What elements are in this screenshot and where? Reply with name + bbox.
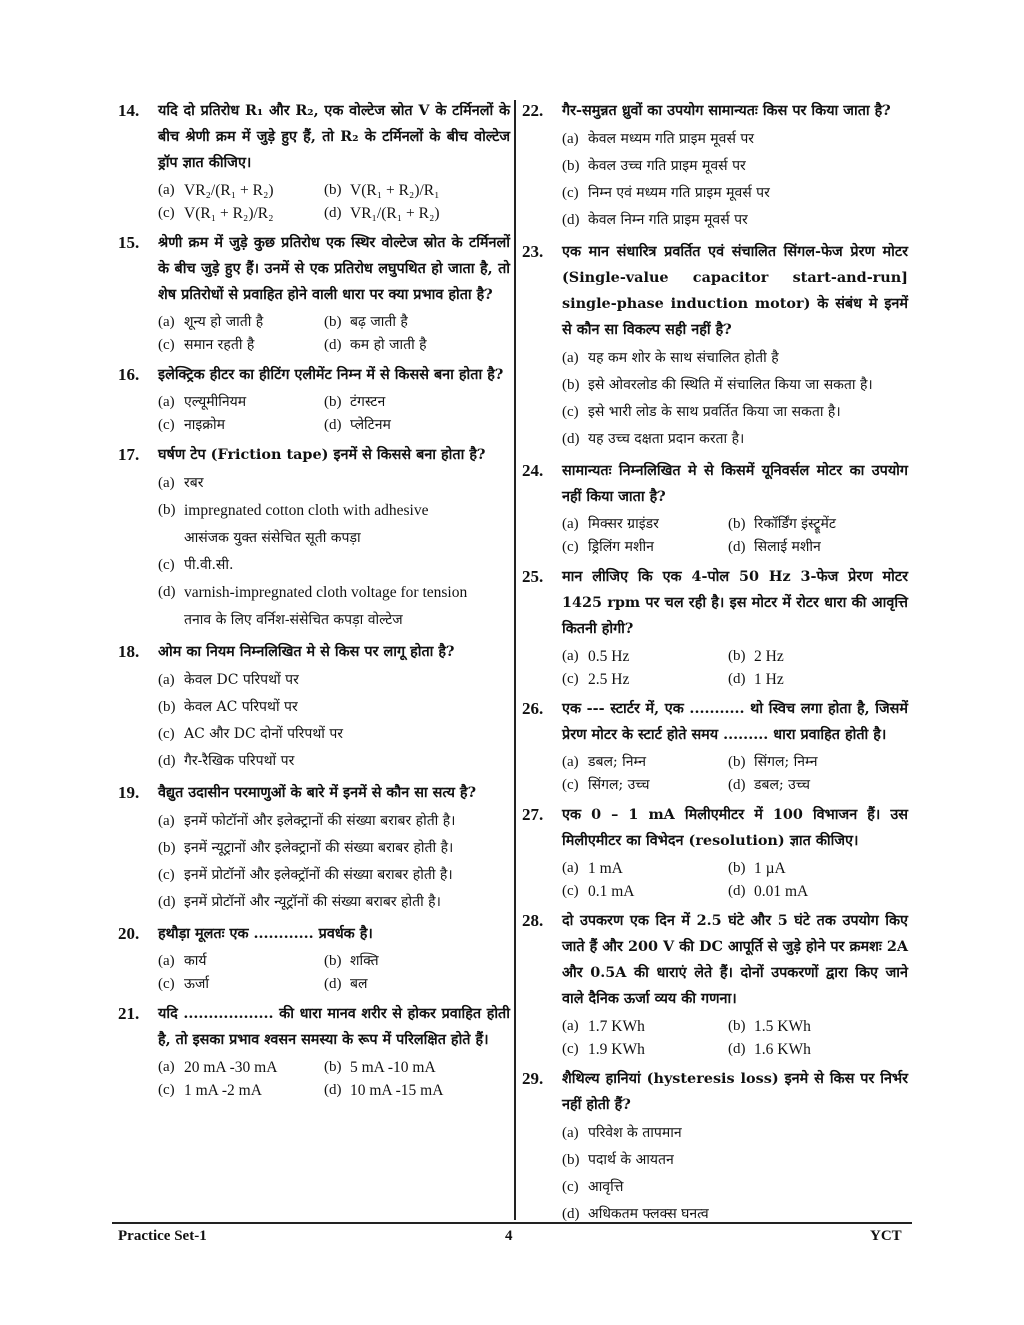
question-number: 26. [522,699,544,718]
question-26 [522,696,908,797]
option-a: (a) 0.5 Hz [562,648,630,665]
question-number: 28. [522,911,544,930]
option-c: (c) AC और DC दोनों परिपथों पर [158,726,344,742]
option-a: (a) VR₂/(R₁ + R₂) [158,182,274,199]
footer-publisher: YCT [870,1228,902,1244]
question-number: 21. [118,1004,140,1023]
option-a: (a) केवल मध्यम गति प्राइम मूवर्स पर [562,131,755,147]
option-d: (d) बल [324,976,368,992]
option-b: (b) बढ़ जाती है [324,314,408,330]
option-b: (b) सिंगल; निम्न [728,754,818,770]
right-column [522,98,908,1233]
question-29 [522,1066,908,1228]
option-c: (c) आवृत्ति [562,1179,624,1195]
options [562,645,908,691]
option-d: (d) 0.01 mA [728,883,809,900]
options [158,311,510,357]
question-16 [118,362,510,437]
option-a: (a) मिक्सर ग्राइंडर [562,516,659,532]
question-number: 14. [118,101,140,120]
option-b: (b) केवल AC परिपथों पर [158,699,298,715]
question-number: 29. [522,1069,544,1088]
option-c: (c) 2.5 Hz [562,671,630,688]
question-text: हथौड़ा मूलतः एक ............ प्रवर्धक है। [158,925,373,942]
options [562,751,908,797]
option-d: (d) यह उच्च दक्षता प्रदान करता है। [562,431,745,447]
question-24 [522,458,908,559]
option-d: (d) केवल निम्न गति प्राइम मूवर्स पर [562,212,748,228]
option-c: (c) 1 mA -2 mA [158,1082,262,1099]
option-a: (a) 1 mA [562,860,623,877]
question-17 [118,442,510,634]
option-b: (b) शक्ति [324,953,379,969]
option-c: (c) निम्न एवं मध्यम गति प्राइम मूवर्स पर [562,185,770,201]
option-c: (c) इसे भारी लोड के साथ प्रवर्तित किया जा सकता है। [562,404,841,420]
options [158,667,510,775]
option-c: (c) इनमें प्रोटॉनों और इलेक्ट्रॉनों की संख्या बराबर होती है। [158,867,453,883]
option-b: (b) केवल उच्च गति प्राइम मूवर्स पर [562,158,746,174]
option-c: (c) V(R₁ + R₂)/R₂ [158,205,274,222]
option-b: (b) 1 µA [728,860,786,877]
question-number: 17. [118,445,140,464]
options [562,345,908,453]
options [158,808,510,916]
option-a: (a) यह कम शोर के साथ संचालित होती है [562,350,779,366]
options [562,1015,908,1061]
question-text: एक --- स्टार्टर में, एक ........... थो स्विच लगा होता है, जिसमें प्रेरण मोटर के स्टार्ट होते समय ......... धारा प्रवाहित होती है। [562,700,908,743]
option-d: (d) varnish-impregnated cloth voltage for tension तनाव के लिए वर्निश-संसेचित कपड़ा वोल्टेज [158,584,468,628]
option-d: (d) कम हो जाती है [324,337,427,353]
page-number: 4 [505,1228,513,1244]
option-d: (d) इनमें प्रोटॉनों और न्यूट्रॉनों की संख्या बराबर होती है। [158,894,441,910]
question-text: घर्षण टेप (Friction tape) इनमें से किससे बना होता है? [158,446,486,463]
option-b: (b) 5 mA -10 mA [324,1059,436,1076]
option-b: (b) इसे ओवरलोड की स्थिति में संचालित किया जा सकता है। [562,377,873,393]
option-c: (c) सिंगल; उच्च [562,777,650,793]
option-c: (c) समान रहती है [158,337,255,353]
option-a: (a) 20 mA -30 mA [158,1059,278,1076]
option-a: (a) 1.7 KWh [562,1018,645,1035]
options [562,126,908,234]
option-b: (b) 2 Hz [728,648,784,665]
question-14 [118,98,510,225]
option-d: (d) डबल; उच्च [728,777,810,793]
question-text: एक मान संधारित्र प्रवर्तित एवं संचालित सिंगल-फेज प्रेरण मोटर (Single-value capacitor start-and-run] single-phase induction motor) के संबंध मे इनमें से कौन सा विकल्प सही नहीं है? [562,243,908,338]
question-20 [118,921,510,996]
option-a: (a) केवल DC परिपथों पर [158,672,299,688]
option-d: (d) गैर-रैखिक परिपथों पर [158,753,295,769]
question-27 [522,802,908,903]
options [158,470,510,634]
option-b: (b) पदार्थ के आयतन [562,1152,674,1168]
option-b: (b) इनमें न्यूट्रानों और इलेक्ट्रानों की संख्या बराबर होती है। [158,840,454,856]
option-c: (c) ड्रिलिंग मशीन [562,539,654,555]
option-d: (d) अधिकतम फ्लक्स घनत्व [562,1206,709,1222]
option-b: (b) V(R₁ + R₂)/R₁ [324,182,440,199]
question-number: 15. [118,233,140,252]
question-number: 27. [522,805,544,824]
question-number: 25. [522,567,544,586]
options [562,513,908,559]
question-text: यदि दो प्रतिरोध R₁ और R₂, एक वोल्टेज स्रोत V के टर्मिनलों के बीच श्रेणी क्रम में जुड़े हुए हैं, तो R₂ के टर्मिनलों के बीच वोल्टेज ड्रॉप ज्ञात कीजिए। [158,102,510,171]
options [158,1056,510,1102]
footer-practice-set: Practice Set-1 [118,1228,207,1244]
option-d: (d) VR₁/(R₁ + R₂) [324,205,440,222]
option-b: (b) रिकॉर्डिंग इंस्ट्रूमेंट [728,516,836,532]
options [562,857,908,903]
option-a: (a) रबर [158,475,204,491]
question-28 [522,908,908,1061]
option-b: (b) टंगस्टन [324,394,386,410]
column-divider [514,100,516,1220]
question-text: ओम का नियम निम्नलिखित मे से किस पर लागू होता है? [158,643,455,660]
question-15 [118,230,510,357]
option-c: (c) पी.वी.सी. [158,557,234,573]
question-text: श्रेणी क्रम में जुड़े कुछ प्रतिरोध एक स्थिर वोल्टेज स्रोत के टर्मिनलों के बीच जुड़े हुए हैं। उनमें से एक प्रतिरोध लघुपथित हो जाता है, तो शेष प्रतिरोधों से प्रवाहित होने वाली धारा पर क्या प्रभाव होता है? [158,234,510,303]
question-number: 22. [522,101,544,120]
options [158,179,510,225]
options [158,391,510,437]
question-text: गैर-समुन्नत ध्रुवों का उपयोग सामान्यतः किस पर किया जाता है? [562,102,891,119]
left-column [118,98,510,1107]
option-a: (a) एल्यूमीनियम [158,394,247,410]
option-a: (a) कार्य [158,953,207,969]
option-d: (d) 1.6 KWh [728,1041,811,1058]
question-text: मान लीजिए कि एक 4-पोल 50 Hz 3-फेज प्रेरण मोटर 1425 rpm पर चल रही है। इस मोटर में रोटर धारा की आवृत्ति कितनी होगी? [562,568,908,637]
question-text: दो उपकरण एक दिन में 2.5 घंटे और 5 घंटे तक उपयोग किए जाते हैं और 200 V की DC आपूर्ति से जुड़े होने पर क्रमशः 2A और 0.5A की धाराएं लेते हैं। दोनों उपकरणों द्वारा किए जाने वाले दैनिक ऊर्जा व्यय की गणना। [562,912,908,1007]
option-a: (a) परिवेश के तापमान [562,1125,682,1141]
option-c: (c) नाइक्रोम [158,417,226,433]
option-d: (d) 1 Hz [728,671,784,688]
question-number: 16. [118,365,140,384]
question-text: एक 0 – 1 mA मिलीएमीटर में 100 विभाजन हैं। उस मिलीएमीटर का विभेदन (resolution) ज्ञात कीजिए। [562,806,908,849]
option-d: (d) 10 mA -15 mA [324,1082,444,1099]
question-25 [522,564,908,691]
question-number: 18. [118,642,140,661]
question-number: 23. [522,242,544,261]
option-b: (b) impregnated cotton cloth with adhesive आसंजक युक्त संसेचित सूती कपड़ा [158,502,429,546]
question-22 [522,98,908,234]
option-a: (a) डबल; निम्न [562,754,647,770]
question-23 [522,239,908,453]
question-18 [118,639,510,775]
question-21 [118,1001,510,1102]
question-text: सामान्यतः निम्नलिखित मे से किसमें यूनिवर्सल मोटर का उपयोग नहीं किया जाता है? [562,462,908,505]
option-c: (c) 1.9 KWh [562,1041,645,1058]
question-text: वैद्युत उदासीन परमाणुओं के बारे में इनमें से कौन सा सत्य है? [158,784,476,801]
option-d: (d) सिलाई मशीन [728,539,821,555]
question-number: 24. [522,461,544,480]
option-a: (a) शून्य हो जाती है [158,314,264,330]
question-text: यदि .................. की धारा मानव शरीर से होकर प्रवाहित होती है, तो इसका प्रभाव श्वसन समस्या के रूप में परिलक्षित होते हैं। [158,1005,510,1048]
option-b: (b) 1.5 KWh [728,1018,811,1035]
option-a: (a) इनमें फोटॉनों और इलेक्ट्रानों की संख्या बराबर होती है। [158,813,456,829]
options [158,950,510,996]
option-c: (c) 0.1 mA [562,883,635,900]
option-d: (d) प्लेटिनम [324,417,391,433]
question-number: 20. [118,924,140,943]
options [562,1120,908,1228]
option-c: (c) ऊर्जा [158,976,210,992]
question-19 [118,780,510,916]
question-text: इलेक्ट्रिक हीटर का हीटिंग एलीमेंट निम्न में से किससे बना होता है? [158,366,504,383]
question-text: शैथिल्य हानियां (hysteresis loss) इनमे से किस पर निर्भर नहीं होती हैं? [562,1070,908,1113]
question-number: 19. [118,783,140,802]
